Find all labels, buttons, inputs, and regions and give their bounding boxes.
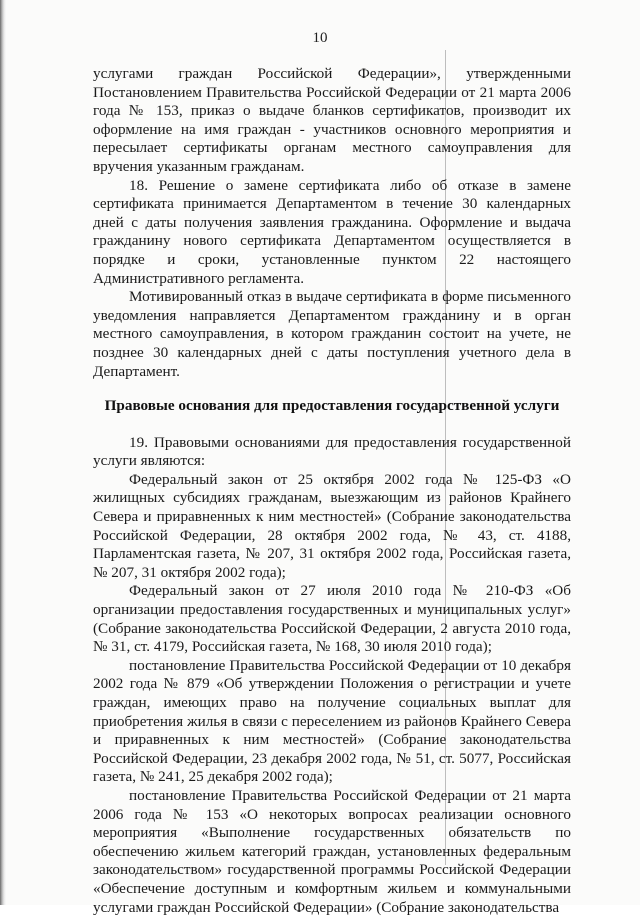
paragraph-law-125: Федеральный закон от 25 октября 2002 года № 125-ФЗ «О жилищных субсидиях гражданам, выезжающим из районов Крайнего Севера и приравненных к ним местностей» (Собрание законодательства Российской Федерации, 28 октября 2002 года, № 43, ст. 4188, Парламентская газета, № 207, 31 октября 2002 года, Российская газета, № 207, 31 октября 2002 года); bbox=[93, 470, 571, 581]
section-heading: Правовые основания для предоставления государственной услуги bbox=[104, 397, 560, 415]
paragraph-item-18: 18. Решение о замене сертификата либо об отказе в замене сертификата принимается Департаментом в течение 30 календарных дней с даты получения заявления гражданина. Оформление и выдача гражданину нового сертификата Департаментом осуществляется в порядке и сроки, установленные пунктом 22 настоящего Административного регламента. bbox=[93, 176, 571, 287]
paragraph-resolution-153: постановление Правительства Российской Федерации от 21 марта 2006 года № 153 «О некоторых вопросах реализации основного мероприятия «Выполнение государственных обязательств по обеспечению жильем категорий граждан, установленных федеральным законодательством» государственной программы Российской Федерации «Обеспечение доступным и комфортным жильем и коммунальными услугами граждан Российской Федерации» (Собрание законодательства bbox=[93, 786, 571, 916]
paragraph-item-19: 19. Правовыми основаниями для предоставления государственной услуги являются: bbox=[93, 433, 571, 470]
document-body bbox=[93, 65, 571, 917]
paragraph-continuation: услугами граждан Российской Федерации», утвержденными Постановлением Правительства Российской Федерации от 21 марта 2006 года № 153, приказ о выдаче бланков сертификатов, производит их оформление на имя граждан - участников основного мероприятия и пересылает сертификаты органам местного самоуправления для вручения указанным гражданам. bbox=[93, 65, 571, 175]
page-number: 10 bbox=[312, 30, 328, 46]
paragraph-law-210: Федеральный закон от 27 июля 2010 года № 210-ФЗ «Об организации предоставления государственных и муниципальных услуг» (Собрание законодательства Российской Федерации, 2 августа 2010 года, № 31, ст. 4179, Российская газета, № 168, 30 июля 2010 года); bbox=[93, 582, 571, 656]
paragraph-resolution-879: постановление Правительства Российской Федерации от 10 декабря 2002 года № 879 «Об утверждении Положения о регистрации и учете граждан, имеющих право на получение социальных выплат для приобретения жилья в связи с переселением из районов Крайнего Севера и приравненных к ним местностей» (Собрание законодательства Российской Федерации, 23 декабря 2002 года, № 51, ст. 5077, Российская газета, № 241, 25 декабря 2002 года); bbox=[93, 656, 571, 786]
paragraph-refusal: Мотивированный отказ в выдаче сертификата в форме письменного уведомления направляется Департаментом гражданину и в орган местного самоуправления, в котором гражданин состоит на учете, не позднее 30 календарных дней с даты поступления учетного дела в Департамент. bbox=[93, 288, 571, 380]
scan-left-edge bbox=[0, 0, 6, 905]
